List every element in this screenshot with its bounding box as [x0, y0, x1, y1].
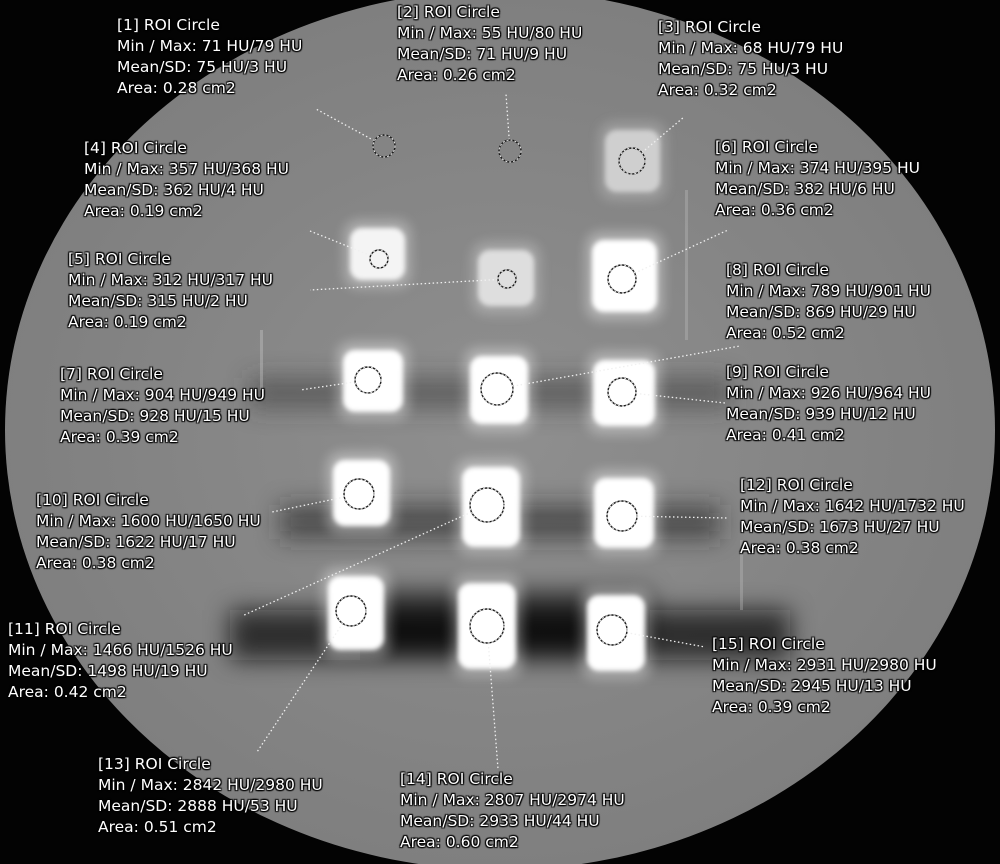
roi-meansd: Mean/SD: 869 HU/29 HU [726, 303, 916, 321]
insert-10 [333, 460, 390, 526]
roi-meansd: Mean/SD: 75 HU/3 HU [658, 60, 829, 78]
roi-minmax: Min / Max: 68 HU/79 HU [658, 39, 844, 57]
roi-title: [12] ROI Circle [740, 476, 853, 494]
roi-title: [11] ROI Circle [8, 620, 121, 638]
roi-minmax: Min / Max: 2931 HU/2980 HU [712, 656, 937, 674]
roi-area: Area: 0.36 cm2 [715, 201, 834, 219]
insert-15 [587, 595, 645, 671]
roi-area: Area: 0.52 cm2 [726, 324, 845, 342]
roi-area: Area: 0.38 cm2 [740, 539, 859, 557]
roi-title: [9] ROI Circle [726, 363, 829, 381]
roi-area: Area: 0.19 cm2 [68, 313, 187, 331]
roi-area: Area: 0.39 cm2 [712, 698, 831, 716]
roi-meansd: Mean/SD: 75 HU/3 HU [117, 58, 288, 76]
roi-minmax: Min / Max: 926 HU/964 HU [726, 384, 932, 402]
roi-title: [14] ROI Circle [400, 770, 513, 788]
roi-minmax: Min / Max: 789 HU/901 HU [726, 282, 932, 300]
roi-minmax: Min / Max: 374 HU/395 HU [715, 159, 921, 177]
roi-label-3 [658, 17, 843, 101]
roi-area: Area: 0.51 cm2 [98, 818, 217, 836]
roi-title: [4] ROI Circle [84, 139, 187, 157]
roi-label-7 [60, 364, 265, 448]
roi-area: Area: 0.60 cm2 [400, 833, 519, 851]
roi-title: [3] ROI Circle [658, 18, 761, 36]
roi-title: [8] ROI Circle [726, 261, 829, 279]
roi-title: [5] ROI Circle [68, 250, 171, 268]
roi-meansd: Mean/SD: 1498 HU/19 HU [8, 662, 208, 680]
roi-title: [13] ROI Circle [98, 755, 211, 773]
insert-6 [592, 240, 657, 312]
roi-meansd: Mean/SD: 2888 HU/53 HU [98, 797, 298, 815]
roi-label-15 [712, 634, 937, 718]
roi-minmax: Min / Max: 357 HU/368 HU [84, 160, 290, 178]
roi-label-12 [740, 475, 965, 559]
roi-meansd: Mean/SD: 362 HU/4 HU [84, 181, 264, 199]
insert-12 [594, 478, 654, 548]
roi-label-5 [68, 249, 273, 333]
insert-3 [605, 130, 660, 192]
roi-minmax: Min / Max: 71 HU/79 HU [117, 37, 303, 55]
roi-title: [7] ROI Circle [60, 365, 163, 383]
roi-area: Area: 0.38 cm2 [36, 554, 155, 572]
roi-title: [2] ROI Circle [397, 3, 500, 21]
roi-label-10 [36, 490, 261, 574]
roi-minmax: Min / Max: 1466 HU/1526 HU [8, 641, 233, 659]
roi-meansd: Mean/SD: 71 HU/9 HU [397, 45, 568, 63]
roi-area: Area: 0.41 cm2 [726, 426, 845, 444]
roi-meansd: Mean/SD: 382 HU/6 HU [715, 180, 895, 198]
insert-5 [478, 250, 534, 306]
roi-label-14 [400, 769, 625, 853]
roi-title: [6] ROI Circle [715, 138, 818, 156]
roi-meansd: Mean/SD: 2945 HU/13 HU [712, 677, 912, 695]
roi-label-8 [726, 260, 931, 344]
roi-label-1 [117, 15, 302, 99]
roi-area: Area: 0.26 cm2 [397, 66, 516, 84]
roi-label-11 [8, 619, 233, 703]
roi-meansd: Mean/SD: 2933 HU/44 HU [400, 812, 600, 830]
roi-title: [10] ROI Circle [36, 491, 149, 509]
roi-title: [15] ROI Circle [712, 635, 825, 653]
roi-meansd: Mean/SD: 1622 HU/17 HU [36, 533, 236, 551]
roi-label-6 [715, 137, 920, 221]
roi-minmax: Min / Max: 904 HU/949 HU [60, 386, 266, 404]
roi-title: [1] ROI Circle [117, 16, 220, 34]
roi-label-9 [726, 362, 931, 446]
insert-9 [593, 360, 655, 426]
roi-minmax: Min / Max: 2842 HU/2980 HU [98, 776, 323, 794]
roi-area: Area: 0.39 cm2 [60, 428, 179, 446]
roi-minmax: Min / Max: 312 HU/317 HU [68, 271, 274, 289]
roi-minmax: Min / Max: 1642 HU/1732 HU [740, 497, 965, 515]
roi-meansd: Mean/SD: 1673 HU/27 HU [740, 518, 940, 536]
roi-area: Area: 0.32 cm2 [658, 81, 777, 99]
insert-7 [343, 350, 403, 412]
insert-4 [350, 228, 405, 280]
roi-label-2 [397, 2, 582, 86]
roi-meansd: Mean/SD: 315 HU/2 HU [68, 292, 248, 310]
roi-area: Area: 0.42 cm2 [8, 683, 127, 701]
insert-14 [458, 583, 516, 669]
roi-area: Area: 0.19 cm2 [84, 202, 203, 220]
roi-meansd: Mean/SD: 928 HU/15 HU [60, 407, 250, 425]
roi-meansd: Mean/SD: 939 HU/12 HU [726, 405, 916, 423]
insert-8 [470, 356, 528, 424]
roi-label-13 [98, 754, 323, 838]
roi-area: Area: 0.28 cm2 [117, 79, 236, 97]
roi-minmax: Min / Max: 1600 HU/1650 HU [36, 512, 261, 530]
roi-label-4 [84, 138, 289, 222]
roi-minmax: Min / Max: 55 HU/80 HU [397, 24, 583, 42]
roi-minmax: Min / Max: 2807 HU/2974 HU [400, 791, 625, 809]
